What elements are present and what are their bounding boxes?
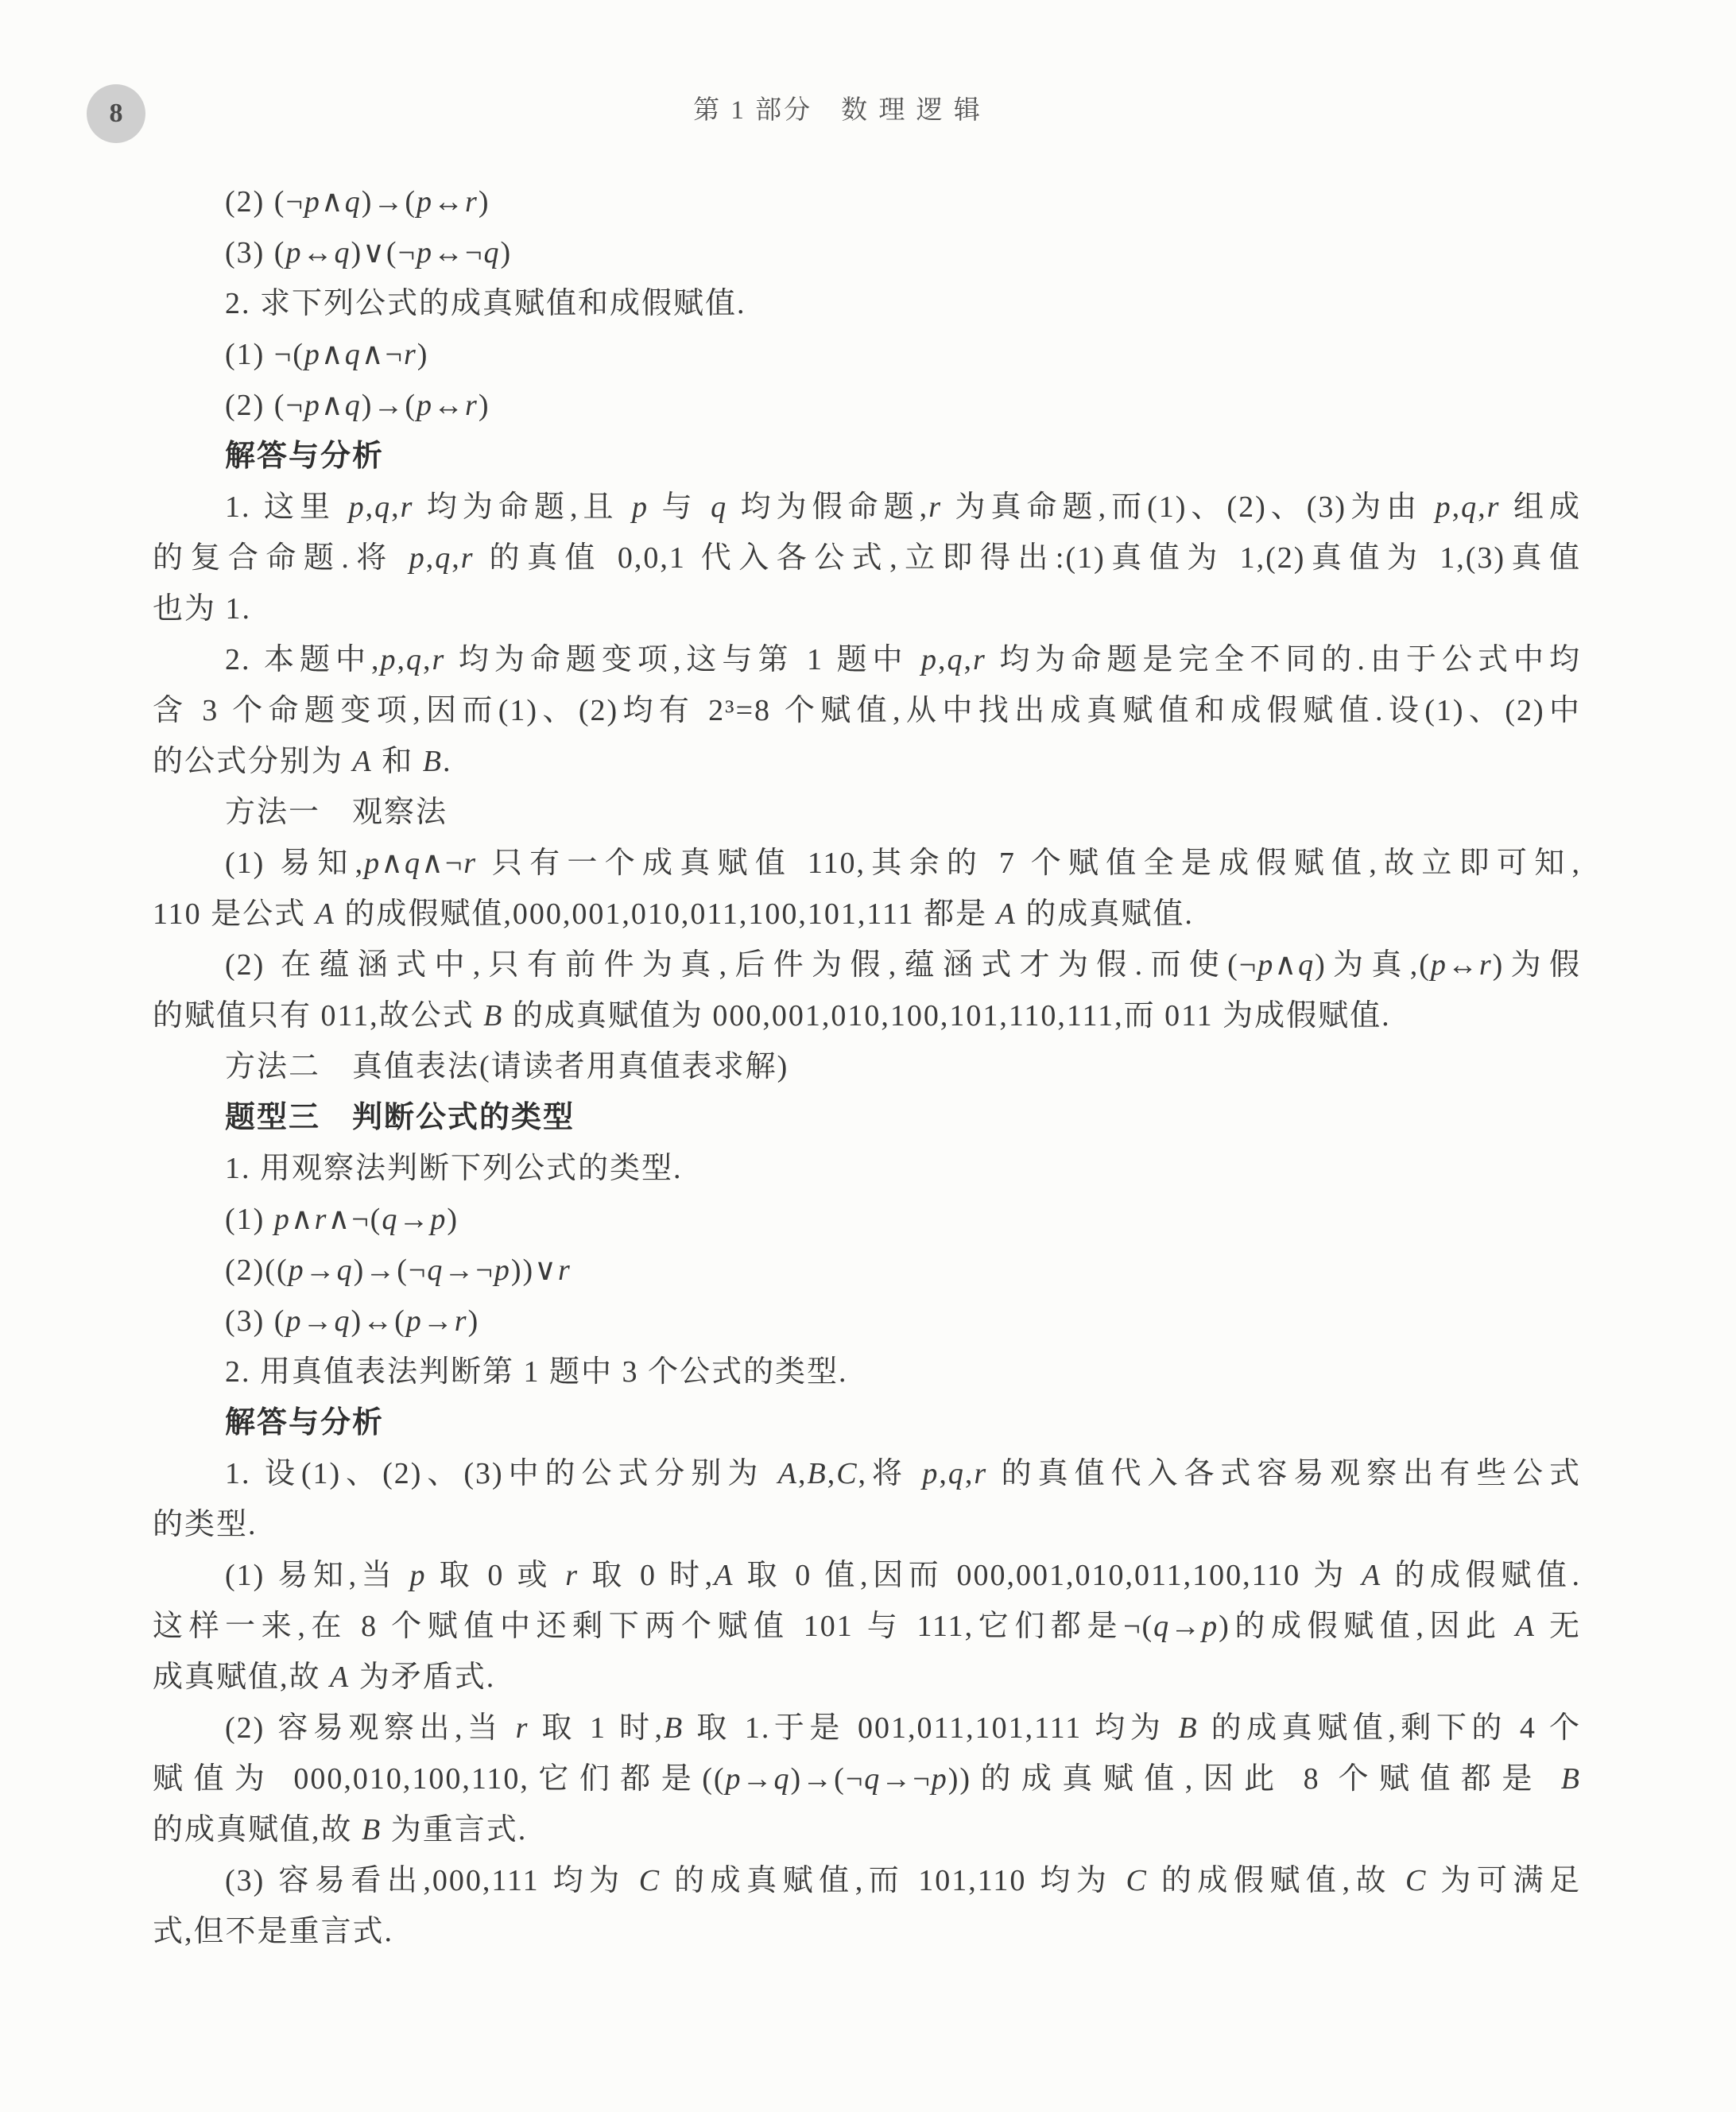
math-variable: q [947, 643, 964, 676]
math-variable: p [1430, 948, 1447, 982]
method-heading: 方法二 真值表法(请读者用真值表求解) [225, 1050, 789, 1083]
paragraph-line: 的复合命题.将 p,q,r 的真值 0,0,1 代入各公式,立即得出:(1)真值为 1,(2)真值为 1,(3)真值 [153, 541, 1581, 575]
math-variable: q [435, 541, 452, 575]
math-variable: q [1461, 490, 1478, 524]
math-variable: r [565, 1559, 579, 1592]
math-variable: p [417, 236, 434, 269]
math-variable: p [931, 1762, 948, 1796]
math-variable: p [1435, 490, 1452, 524]
math-variable: q [947, 1457, 965, 1490]
math-variable: r [515, 1711, 529, 1745]
math-variable: r [465, 185, 479, 219]
math-variable: q [344, 389, 362, 422]
math-variable: p [409, 1559, 427, 1592]
solution-heading: 解答与分析 [225, 1406, 385, 1440]
math-variable: p [304, 185, 321, 219]
math-variable: B [1560, 1762, 1581, 1796]
math-variable: q [1153, 1610, 1171, 1643]
paragraph-line: 的类型. [153, 1508, 258, 1541]
math-variable: q [336, 1254, 354, 1287]
formula-item: (2)((p→q)→(¬q→¬p))∨r [225, 1254, 572, 1287]
math-variable: q [773, 1762, 791, 1796]
math-variable: B [664, 1711, 684, 1745]
math-variable: p [417, 185, 434, 219]
math-variable: p [921, 643, 939, 676]
running-title: 第 1 部分 数 理 逻 辑 [693, 96, 982, 125]
paragraph-line: 2. 本题中,p,q,r 均为命题变项,这与第 1 题中 p,q,r 均为命题是完全不同的.由于公式中均 [225, 643, 1581, 676]
math-variable: r [432, 643, 446, 676]
paragraph-line: 的成真赋值,故 B 为重言式. [153, 1813, 528, 1847]
math-variable: r [400, 490, 414, 524]
math-variable: p [494, 1254, 511, 1287]
paragraph-line: 赋值为 000,010,100,110,它们都是((p→q)→(¬q→¬p))的成真赋值,因此 8 个赋值都是 B [153, 1762, 1581, 1796]
math-variable: C [1126, 1864, 1148, 1897]
math-variable: B [807, 1457, 827, 1490]
math-variable: B [422, 745, 443, 778]
math-variable: q [406, 643, 424, 676]
solution-heading: 解答与分析 [225, 440, 385, 473]
paragraph-line: 1. 设(1)、(2)、(3)中的公式分别为 A,B,C,将 p,q,r 的真值代入各式容易观察出有些公式 [225, 1457, 1581, 1490]
math-variable: A [714, 1559, 734, 1592]
formula-item: (2) (¬p∧q)→(p↔r) [225, 185, 490, 219]
paragraph-line: (2) 容易观察出,当 r 取 1 时,B 取 1.于是 001,011,101,111 均为 B 的成真赋值,剩下的 4 个 [225, 1711, 1581, 1745]
paragraph-line: 1. 这里 p,q,r 均为命题,且 p 与 q 均为假命题,r 为真命题,而(1)、(2)、(3)为由 p,q,r 组成 [225, 490, 1581, 524]
formula-item: (1) p∧r∧¬(q→p) [225, 1203, 459, 1236]
math-variable: r [928, 490, 942, 524]
paragraph-line: 这样一来,在 8 个赋值中还剩下两个赋值 101 与 111,它们都是¬(q→p)的成假赋值,因此 A 无 [153, 1610, 1581, 1643]
math-variable: p [304, 389, 321, 422]
math-variable: r [465, 389, 479, 422]
math-variable: r [973, 643, 986, 676]
paragraph-line: 的赋值只有 011,故公式 B 的成真赋值为 000,001,010,100,101,110,111,而 011 为成假赋值. [153, 999, 1391, 1033]
math-variable: p [922, 1457, 940, 1490]
math-variable: p [380, 643, 397, 676]
math-variable: p [285, 1304, 303, 1338]
method-heading: 方法一 观察法 [225, 796, 448, 829]
page-number: 8 [109, 99, 123, 128]
math-variable: r [463, 847, 478, 880]
paragraph-line: (3) 容易看出,000,111 均为 C 的成真赋值,而 101,110 均为 C 的成假赋值,故 C 为可满足 [225, 1864, 1581, 1897]
math-variable: r [314, 1203, 328, 1236]
math-variable: A [996, 897, 1017, 931]
math-variable: p [288, 1254, 305, 1287]
page-body [153, 176, 1581, 1957]
math-variable: p [417, 389, 434, 422]
math-variable: q [427, 1254, 444, 1287]
paragraph-line: 的公式分别为 A 和 B. [153, 745, 452, 778]
paragraph-line: 也为 1. [153, 592, 252, 626]
math-variable: p [348, 490, 366, 524]
formula-item: (3) (p↔q)∨(¬p↔¬q) [225, 236, 513, 269]
math-variable: B [483, 999, 504, 1033]
math-variable: q [483, 236, 501, 269]
math-variable: A [315, 897, 335, 931]
math-variable: q [334, 236, 351, 269]
math-variable: r [557, 1254, 572, 1287]
math-variable: r [454, 1304, 468, 1338]
math-variable: r [1486, 490, 1501, 524]
math-variable: A [1362, 1559, 1382, 1592]
math-variable: q [334, 1304, 351, 1338]
math-variable: q [711, 490, 728, 524]
math-variable: r [974, 1457, 988, 1490]
math-variable: r [1478, 948, 1493, 982]
math-variable: p [1257, 948, 1275, 982]
paragraph-line: 含 3 个命题变项,因而(1)、(2)均有 2³=8 个赋值,从中找出成真赋值和成假赋值.设(1)、(2)中 [153, 694, 1581, 727]
math-variable: q [405, 847, 421, 880]
math-variable: p [304, 338, 321, 371]
math-variable: A [330, 1661, 351, 1694]
question-text: 2. 用真值表法判断第 1 题中 3 个公式的类型. [225, 1355, 848, 1389]
math-variable: A [352, 745, 373, 778]
math-variable: A [777, 1457, 798, 1490]
formula-item: (1) ¬(p∧q∧¬r) [225, 338, 429, 371]
math-variable: B [362, 1813, 382, 1847]
math-variable: p [405, 1304, 423, 1338]
math-variable: p [409, 541, 426, 575]
math-variable: C [836, 1457, 858, 1490]
math-variable: q [344, 338, 362, 371]
paragraph-line: 式,但不是重言式. [153, 1915, 394, 1948]
math-variable: p [364, 847, 382, 880]
question-text: 1. 用观察法判断下列公式的类型. [225, 1152, 683, 1185]
math-variable: p [1202, 1610, 1219, 1643]
problem-type-heading: 题型三 判断公式的类型 [225, 1101, 575, 1134]
math-variable: q [374, 490, 392, 524]
math-variable: p [273, 1203, 291, 1236]
paragraph-line: 110 是公式 A 的成假赋值,000,001,010,011,100,101,111 都是 A 的成真赋值. [153, 897, 1194, 931]
math-variable: p [285, 236, 303, 269]
math-variable: r [460, 541, 475, 575]
math-variable: p [725, 1762, 742, 1796]
paragraph-line: 成真赋值,故 A 为矛盾式. [153, 1661, 496, 1694]
math-variable: C [1405, 1864, 1428, 1897]
math-variable: q [864, 1762, 882, 1796]
math-variable: q [344, 185, 362, 219]
paragraph-line: (1) 易知,当 p 取 0 或 r 取 0 时,A 取 0 值,因而 000,001,010,011,100,110 为 A 的成假赋值. [225, 1559, 1581, 1592]
math-variable: r [403, 338, 417, 371]
math-variable: B [1178, 1711, 1199, 1745]
math-variable: A [1515, 1610, 1536, 1643]
formula-item: (2) (¬p∧q)→(p↔r) [225, 389, 490, 422]
math-variable: p [430, 1203, 448, 1236]
paragraph-line: (2) 在蕴涵式中,只有前件为真,后件为假,蕴涵式才为假.而使(¬p∧q)为真,(p↔r)为假 [225, 948, 1581, 982]
math-variable: q [1298, 948, 1316, 982]
math-variable: C [638, 1864, 661, 1897]
paragraph-line: (1) 易知,p∧q∧¬r 只有一个成真赋值 110,其余的 7 个赋值全是成假赋值,故立即可知, [225, 847, 1582, 880]
math-variable: p [632, 490, 649, 524]
math-variable: q [382, 1203, 399, 1236]
question-text: 2. 求下列公式的成真赋值和成假赋值. [225, 287, 746, 320]
formula-item: (3) (p→q)↔(p→r) [225, 1304, 480, 1338]
